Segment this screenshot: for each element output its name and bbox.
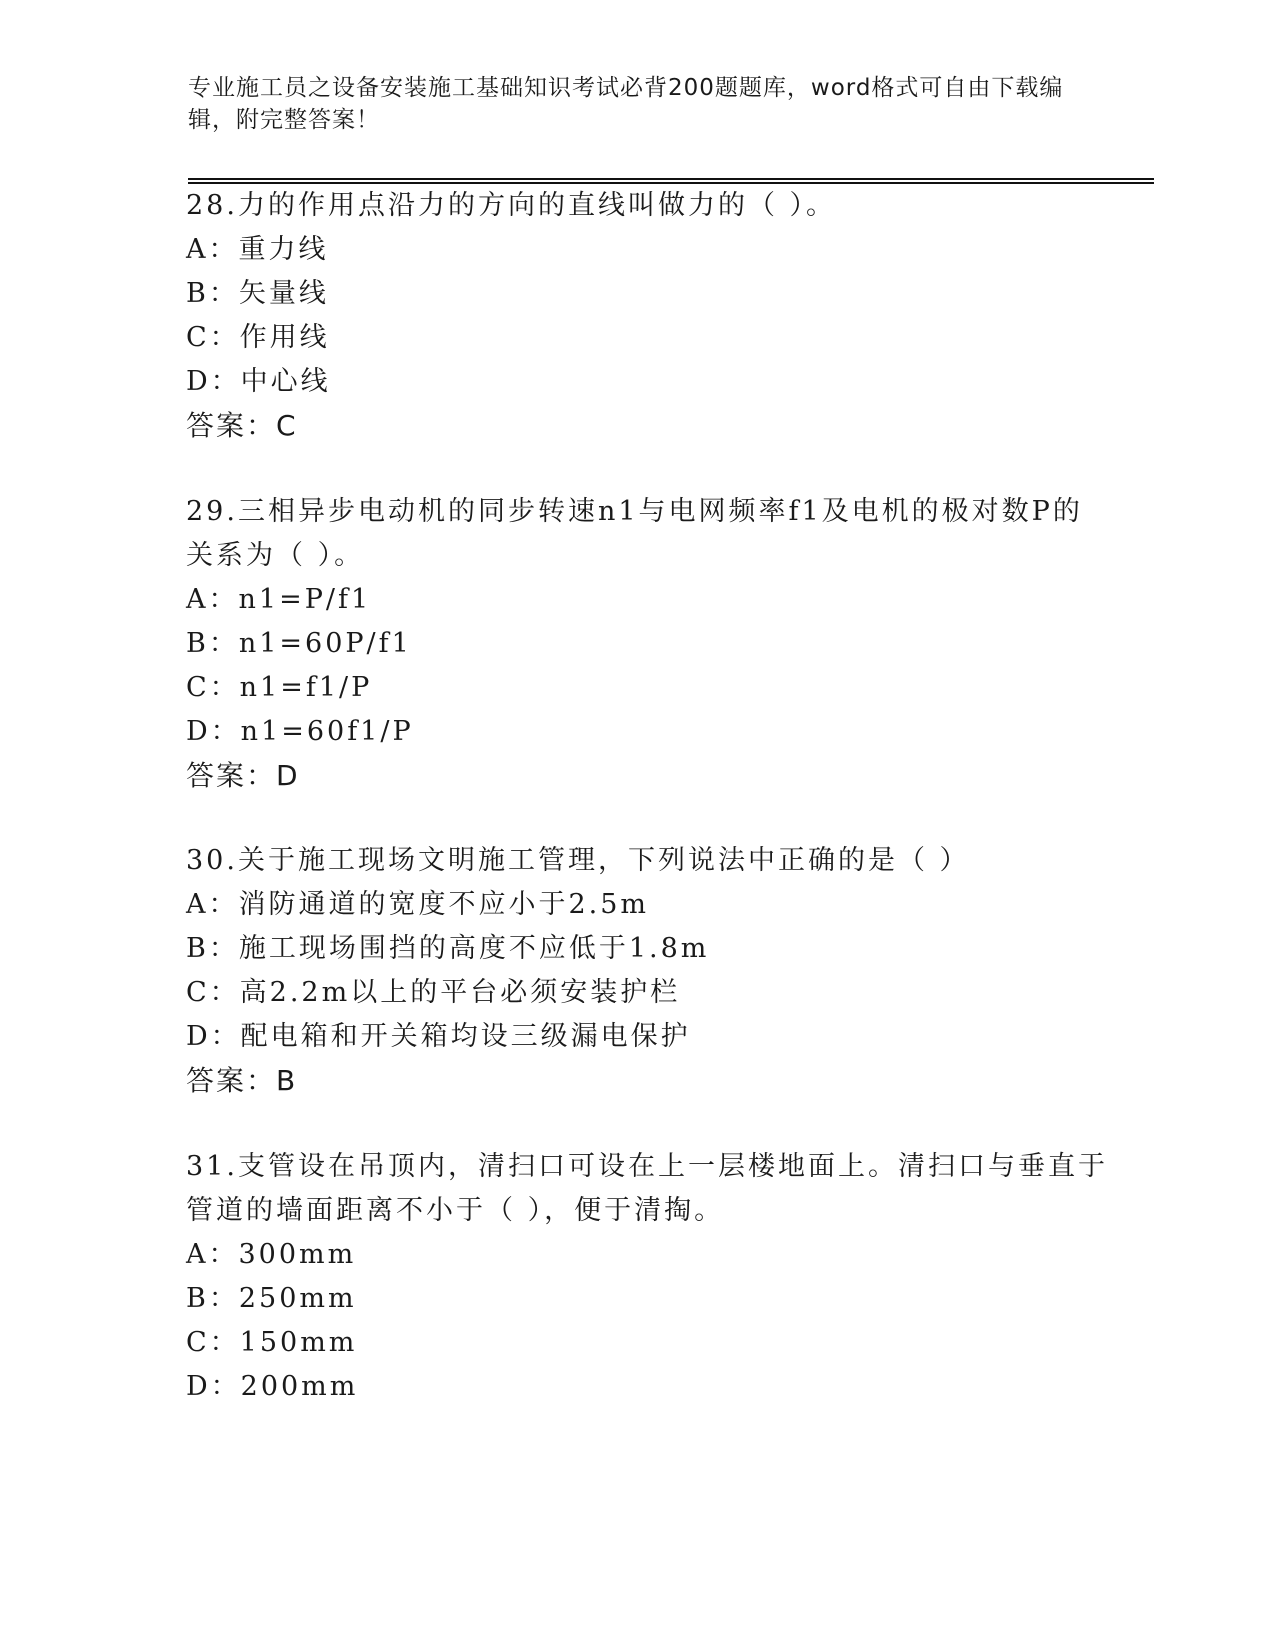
question-stem: 31.支管设在吊顶内，清扫口可设在上一层楼地面上。清扫口与垂直于 — [186, 1151, 1108, 1182]
rule-line-bottom — [188, 182, 1154, 184]
question-option-b: B：250mm — [186, 1283, 357, 1314]
question-option-a: A：重力线 — [186, 234, 329, 265]
question-option-b: B：n1=60P/f1 — [186, 628, 412, 659]
question-stem: 29.三相异步电动机的同步转速n1与电网频率f1及电机的极对数P的 — [186, 496, 1083, 527]
question-answer: 答案：B — [186, 1064, 298, 1097]
question-option-c: C：n1=f1/P — [186, 672, 373, 703]
question-option-d: D：200mm — [186, 1371, 359, 1402]
question-option-d: D：中心线 — [186, 366, 331, 397]
question-answer: 答案：C — [186, 409, 298, 442]
document-header: 专业施工员之设备安装施工基础知识考试必背200题题库，word格式可自由下载编辑，附完整答案！ — [188, 75, 1064, 133]
question-stem: 28.力的作用点沿力的方向的直线叫做力的（ ）。 — [186, 190, 837, 221]
question-option-a: A：n1=P/f1 — [186, 584, 372, 615]
question-answer: 答案：D — [186, 759, 300, 792]
question-option-c: C：作用线 — [186, 322, 330, 353]
question-stem-continued: 关系为（ ）。 — [186, 540, 365, 571]
question-option-a: A：消防通道的宽度不应小于2.5m — [186, 889, 650, 920]
question-option-d: D：配电箱和开关箱均设三级漏电保护 — [186, 1021, 691, 1052]
question-option-c: C：高2.2m以上的平台必须安装护栏 — [186, 977, 681, 1008]
rule-line-top — [188, 178, 1154, 180]
question-option-c: C：150mm — [186, 1327, 358, 1358]
question-option-b: B：施工现场围挡的高度不应低于1.8m — [186, 933, 710, 964]
question-stem: 30.关于施工现场文明施工管理，下列说法中正确的是（ ） — [186, 845, 970, 876]
question-stem-continued: 管道的墙面距离不小于（ ），便于清掏。 — [186, 1195, 725, 1226]
question-option-d: D：n1=60f1/P — [186, 716, 414, 747]
question-option-a: A：300mm — [186, 1239, 357, 1270]
question-option-b: B：矢量线 — [186, 278, 329, 309]
header-double-rule — [188, 178, 1154, 184]
